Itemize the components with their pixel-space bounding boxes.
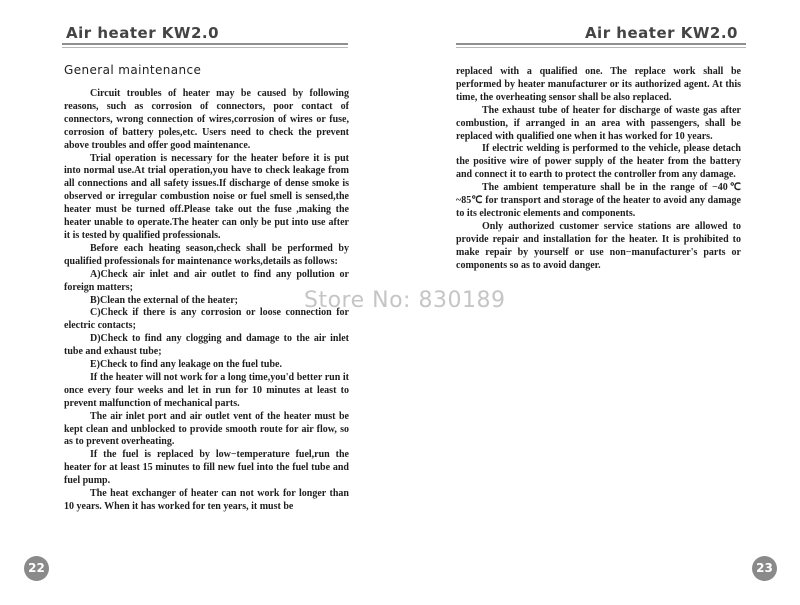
paragraph: The ambient temperature shall be in the range of −40℃ ~85℃ for transport and storage of the heater to avoid any damage to its electronic elements and components.	[456, 182, 741, 219]
header-rule	[62, 43, 348, 45]
page-number: 22	[24, 556, 49, 581]
paragraph: Circuit troubles of heater may be caused by following reasons, such as corrosion of connectors, poor contact of connectors, wrong connection of wires,corrosion of wires or fuse, corrosion of battery poles,etc. Users need to check the prevent above troubles and offer good maintenance.	[64, 88, 349, 151]
watermark: Store No: 830189	[304, 288, 506, 313]
paragraph: The exhaust tube of heater for discharge of waste gas after combustion, if arranged in an area with passengers, shall be replaced with qualified one when it has worked for 10 years.	[456, 104, 741, 142]
body-text	[456, 66, 741, 273]
header-rule	[456, 43, 746, 45]
section-title: General maintenance	[64, 63, 202, 77]
paragraph: D)Check to find any clogging and damage to the air inlet tube and exhaust tube;	[64, 333, 349, 358]
right-page	[400, 0, 800, 605]
paragraph: B)Clean the external of the heater;	[90, 294, 239, 306]
paragraph: If the fuel is replaced by low−temperature fuel,run the heater for at least 15 minutes to fill new fuel into the fuel tube and fuel pump.	[64, 449, 349, 487]
header-title: Air heater KW2.0	[584, 24, 738, 42]
paragraph: Before each heating season,check shall be performed by qualified professionals for maintenance works,details as follows:	[64, 242, 349, 267]
header-rule-thin	[62, 47, 348, 48]
header-title: Air heater KW2.0	[66, 24, 220, 42]
paragraph: Only authorized customer service stations are allowed to provide repair and installation for the heater. It is prohibited to make repair by yourself or use non−manufacturer's parts or components so as to avoid danger.	[456, 220, 741, 271]
header-rule-thin	[456, 47, 746, 48]
paragraph: Trial operation is necessary for the heater before it is put into normal use.At trial operation,you have to check leakage from all connections and all safety issues.If discharge of dense smoke is observed or irregular combustion noise or fuel smell is sensed,the heater must be turned off.Please take out the fuse ,making the heater unable to operate.The heater can only be put into use after it is tested by qualified professionals.	[64, 152, 349, 241]
paragraph: The heat exchanger of heater can not work for longer than 10 years. When it has worked for ten years, it must be	[64, 488, 349, 512]
paragraph: If electric welding is performed to the vehicle, please detach the positive wire of power supply of the heater from the battery and connect it to earth to protect the controller from any damage.	[456, 143, 741, 181]
paragraph: C)Check if there is any corrosion or loose connection for electric contacts;	[64, 307, 349, 332]
paragraph: If the heater will not work for a long time,you'd better run it once every four weeks and let in run for 10 minutes at least to prevent malfunction of mechanical parts.	[64, 371, 349, 409]
page-number: 23	[752, 556, 777, 581]
paragraph: A)Check air inlet and air outlet to find any pollution or foreign matters;	[64, 268, 349, 293]
paragraph-continuation: replaced with a qualified one. The replace work shall be performed by heater manufacturer or its authorized agent. At this time, the overheating sensor shall be also replaced.	[456, 66, 741, 103]
paragraph: The air inlet port and air outlet vent of the heater must be kept clean and unblocked to provide smooth route for air flow, so as to prevent overheating.	[64, 410, 349, 448]
paragraph: E)Check to find any leakage on the fuel tube.	[90, 359, 282, 371]
body-text	[64, 88, 349, 514]
